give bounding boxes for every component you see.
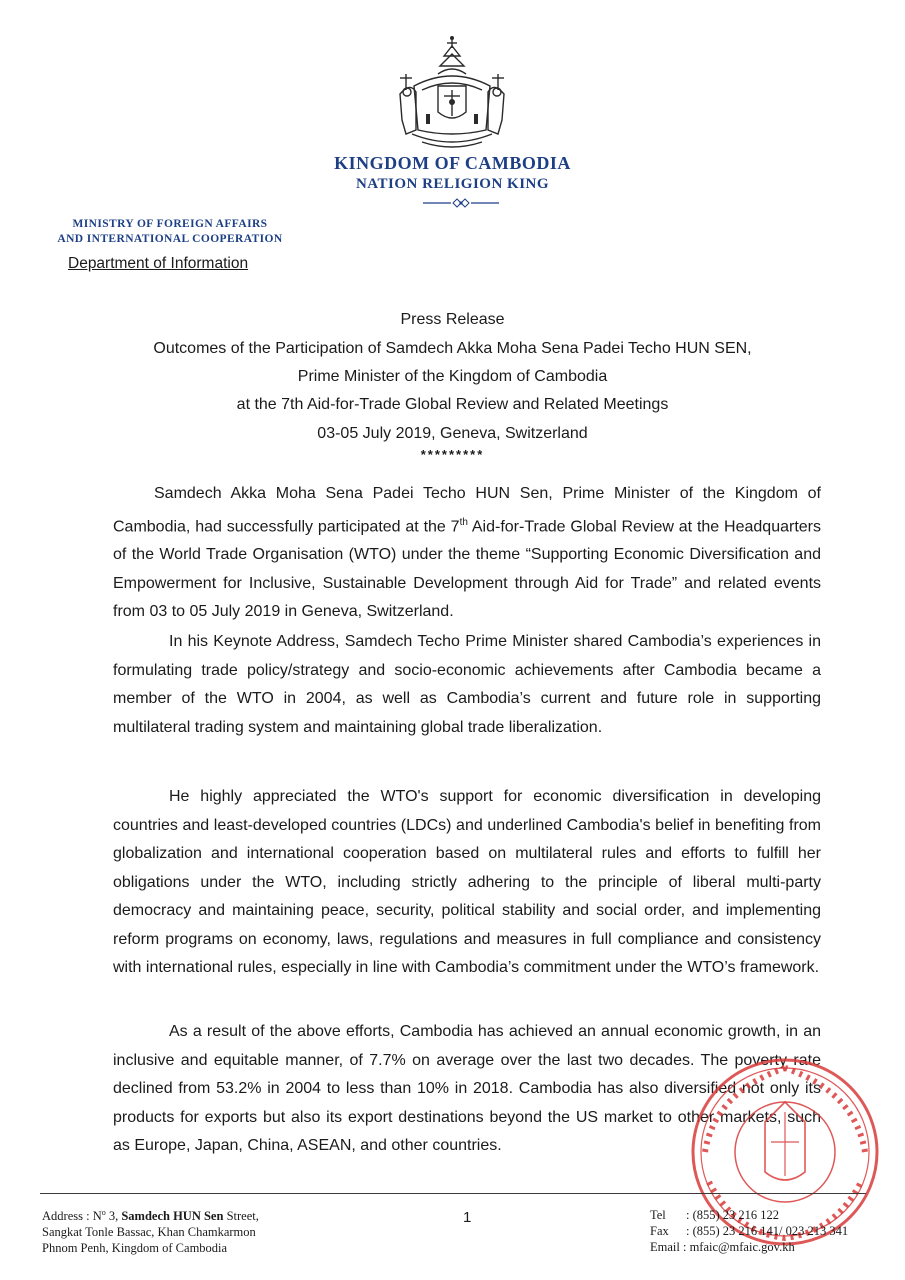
title-line-4: at the 7th Aid-for-Trade Global Review and Related Meetings bbox=[236, 396, 669, 413]
address-line-2: Sangkat Tonle Bassac, Khan Chamkarmon bbox=[42, 1225, 256, 1240]
kingdom-heading: KINGDOM OF CAMBODIA bbox=[334, 153, 571, 173]
ministry-line-2: AND INTERNATIONAL COOPERATION bbox=[57, 233, 283, 245]
email-line bbox=[650, 1239, 848, 1255]
paragraph-3: He highly appreciated the WTO's support for economic diversification in developing countries and least-developed countries (LDCs) and underlined Cambodia's belief in benefiting from globalization and international cooperation based on multilateral rules and efforts to fulfill her obligations under the WTO, including strictly adhering to the principle of liberal multi-party democracy and maintaining peace, security, political stability and social order, and implementing reform programs on economy, laws, regulations and measures in full compliance and consistency with international rules, especially in line with Cambodia’s commitment under the WTO’s framework. bbox=[113, 788, 821, 976]
address-label: Address : N bbox=[42, 1209, 102, 1224]
fax-value: : (855) 23 216 141/ 023 213 341 bbox=[686, 1224, 849, 1238]
press-release-label: Press Release bbox=[400, 311, 505, 328]
address-line-1 bbox=[42, 1205, 259, 1224]
ministry-name bbox=[40, 217, 300, 247]
address-number-sup: o bbox=[101, 1208, 106, 1217]
address-street-rest: Street, bbox=[223, 1209, 259, 1224]
footer-divider bbox=[40, 1193, 866, 1194]
p2-text-1: In his Keynote Address, bbox=[169, 633, 345, 650]
p2-text-2: shared Cambodia’s experiences in formulating trade policy/strategy and socio-economic achievements after Cambodia became a member of the WTO in 2004, as well as Cambodia’s current and future role in supporting multilateral trading system and maintaining global trade liberalization. bbox=[113, 633, 822, 736]
fax-label: Fax bbox=[650, 1224, 669, 1238]
p1-text-1: , Prime Minister of the Kingdom of Cambodia, had successfully participated at the bbox=[113, 485, 822, 535]
address-number: 3, bbox=[105, 1209, 122, 1224]
p1-event: Aid-for-Trade Global Review bbox=[467, 517, 674, 535]
email-label: Email bbox=[650, 1240, 680, 1254]
ornament-divider-icon bbox=[421, 197, 501, 209]
ministry-line-1: MINISTRY OF FOREIGN AFFAIRS bbox=[72, 218, 268, 230]
paragraph-2 bbox=[113, 628, 821, 742]
p1-theme: “Supporting Economic Diversification and Empowerment for Inclusive, Sustainable Development through Aid for Trade” bbox=[113, 546, 821, 592]
royal-arms-of-cambodia-icon bbox=[392, 34, 512, 152]
department-name: Department of Information bbox=[68, 255, 249, 272]
tel-value: : (855) 23 216 122 bbox=[686, 1208, 780, 1222]
page-number: 1 bbox=[463, 1209, 472, 1226]
p1-text-3: and related events from 03 to 05 July 2019 in Geneva, Switzerland. bbox=[113, 574, 822, 621]
footer-address bbox=[42, 1205, 259, 1256]
paragraph-4: As a result of the above efforts, Cambodia has achieved an annual economic growth, in an inclusive and equitable manner, of 7.7% on average over the last two decades. The poverty rate declined from 53.2% in 2004 to less than 10% in 2018. Cambodia has also diversified not only its products for exports but also its export destinations beyond the US market to other markets, such as Europe, Japan, China, ASEAN, and other countries. bbox=[113, 1023, 821, 1154]
address-street-bold: Samdech HUN Sen bbox=[121, 1209, 224, 1224]
p1-ordinal-suffix: th bbox=[459, 516, 468, 528]
tel-line bbox=[650, 1207, 848, 1223]
p1-text-2: at the Headquarters of the World Trade Organisation (WTO) under the theme bbox=[113, 517, 821, 564]
p1-ordinal: 7 bbox=[450, 517, 460, 535]
email-value[interactable]: : mfaic@mfaic.gov.kh bbox=[682, 1240, 795, 1254]
p1-name: Samdech Akka Moha Sena Padei Techo HUN Sen bbox=[154, 485, 549, 502]
title-date-location: 03-05 July 2019, Geneva, Switzerland bbox=[317, 425, 588, 442]
stars-divider: ********* bbox=[420, 447, 485, 462]
footer-contact bbox=[650, 1207, 848, 1255]
national-motto: NATION RELIGION KING bbox=[355, 176, 550, 192]
address-line-3: Phnom Penh, Kingdom of Cambodia bbox=[42, 1241, 228, 1256]
p2-name: Samdech Techo Prime Minister bbox=[344, 633, 569, 650]
fax-line bbox=[650, 1223, 848, 1239]
title-line-2: Outcomes of the Participation of Samdech Akka Moha Sena Padei Techo HUN SEN, bbox=[153, 340, 752, 357]
tel-label: Tel bbox=[650, 1208, 666, 1222]
paragraph-1 bbox=[113, 480, 821, 627]
title-line-3: Prime Minister of the Kingdom of Cambodia bbox=[297, 368, 608, 385]
